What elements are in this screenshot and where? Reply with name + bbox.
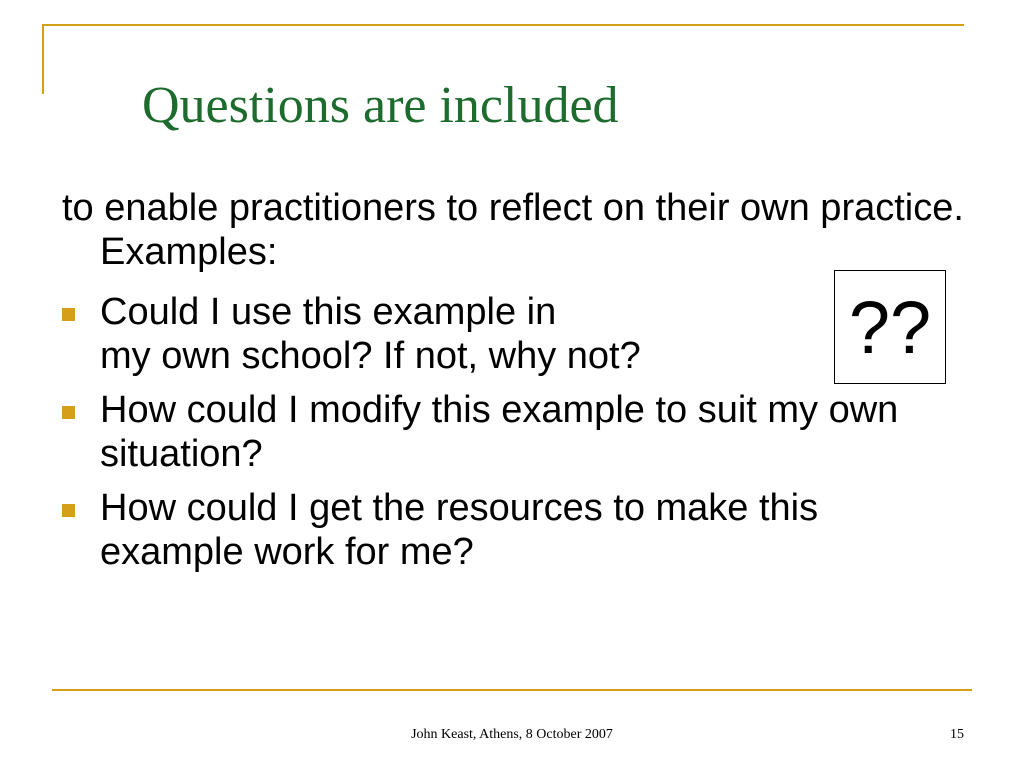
page-number: 15 <box>950 727 964 742</box>
bullet-text: How could I modify this example to suit my own situation? <box>100 389 899 475</box>
square-bullet-icon <box>62 406 75 419</box>
square-bullet-icon <box>62 504 75 517</box>
bullet-item <box>62 290 932 378</box>
bullet-list <box>62 290 932 584</box>
bottom-rule <box>52 689 972 691</box>
footer-text: John Keast, Athens, 8 October 2007 <box>411 727 613 742</box>
left-border-line <box>42 24 44 94</box>
question-marks-box: ?? <box>834 270 946 384</box>
bullet-text: How could I get the resources to make this example work for me? <box>100 487 819 573</box>
bullet-text: Could I use this example in my own school? If not, why not? <box>100 291 641 377</box>
top-border-line <box>42 24 964 26</box>
square-bullet-icon <box>62 308 75 321</box>
intro-text: to enable practitioners to reflect on their own practice. Examples: <box>62 187 964 273</box>
slide-title: Questions are included <box>142 77 619 134</box>
bullet-item <box>62 388 932 476</box>
bullet-item <box>62 486 932 574</box>
